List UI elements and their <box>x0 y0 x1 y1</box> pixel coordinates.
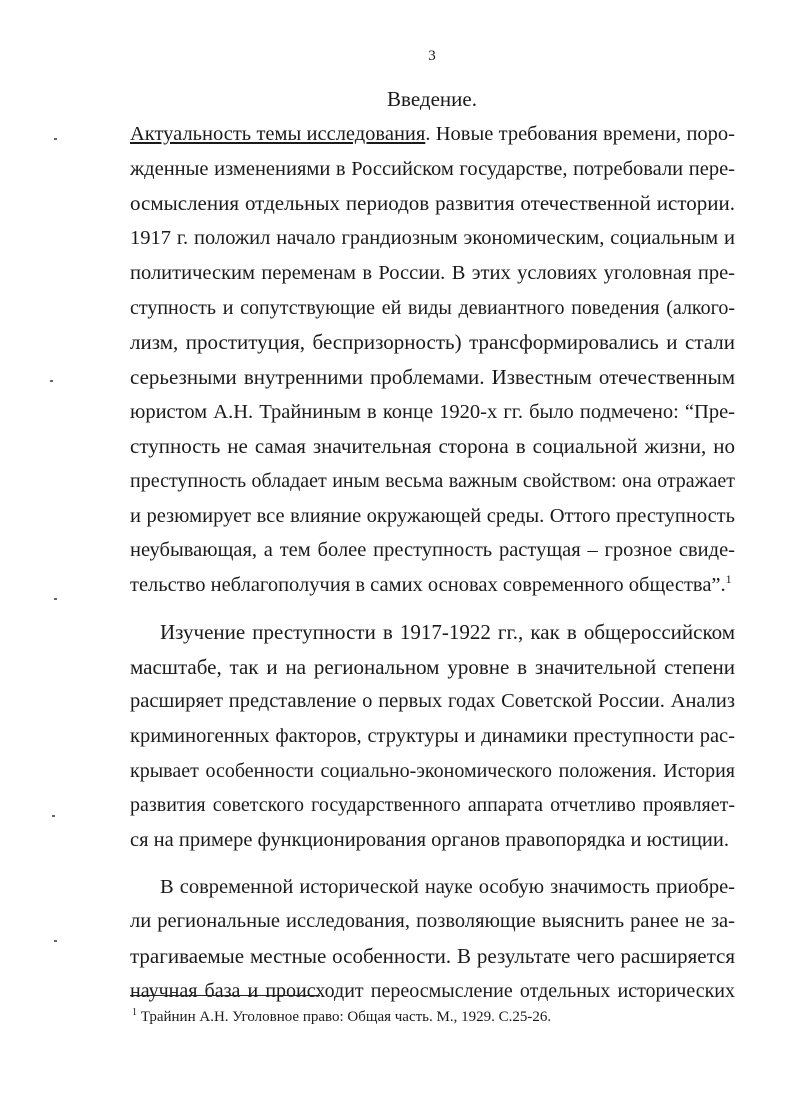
document-body <box>130 117 735 1009</box>
footnote <box>132 1009 551 1026</box>
section-lead: Актуальность темы исследования <box>130 123 426 145</box>
footnote-reference[interactable]: 1 <box>725 572 732 587</box>
paragraph-3 <box>130 870 735 1009</box>
text-line: ступность не самая значительная сторона в социальной жизни, но <box>130 434 735 459</box>
text-line: криминогенных факторов, структуры и динамики преступности рас- <box>130 724 735 747</box>
text-line: крывает особенности социально-экономического положения. История <box>130 759 735 782</box>
scan-speck <box>54 598 57 600</box>
text-line: преступность обладает иным весьма важным свойством: она отражает <box>130 470 735 493</box>
text-fragment: тельство неблагополучия в самих основах современного общества”. <box>130 574 726 597</box>
text-line: ли региональные исследования, позволяющие выяснить ранее не за- <box>130 910 735 933</box>
footnote-text: Трайнин А.Н. Уголовное право: Общая часть. М., 1929. С.25-26. <box>137 1009 552 1025</box>
paragraph-1 <box>130 117 735 603</box>
text-line: осмысления отдельных периодов развития отечественной истории. <box>130 191 735 216</box>
text-fragment: . Новые требования времени, поро- <box>425 123 735 145</box>
text-line <box>130 117 735 152</box>
text-line: трагиваемые местные особенности. В результате чего расширяется <box>130 944 735 969</box>
footnote-mark: 1 <box>132 1007 137 1018</box>
footnote-separator <box>130 995 320 996</box>
scan-speck <box>54 940 57 942</box>
text-line: 1917 г. положил начало грандиозным экономическим, социальным и <box>130 227 735 250</box>
scan-speck <box>52 815 55 817</box>
text-line: развития советского государственного аппарата отчетливо проявляет- <box>130 794 735 817</box>
page-number: 3 <box>428 48 436 64</box>
text-line: ступность и сопутствующие ей виды девиантного поведения (алкого- <box>130 296 735 319</box>
text-line: неубывающая, а тем более преступность растущая – грозное свиде- <box>130 539 735 562</box>
text-line: ся на примере функционирования органов правопорядка и юстиции. <box>130 829 729 852</box>
page-heading: Введение. <box>387 87 477 111</box>
text-line: В современной исторической науке особую значимость приобре- <box>160 875 735 898</box>
text-line: юристом А.Н. Трайниным в конце 1920-х гг. было подмечено: “Пре- <box>130 400 735 423</box>
text-line: Изучение преступности в 1917-1922 гг., как в общероссийском <box>160 619 735 644</box>
text-line <box>130 568 735 603</box>
text-line: жденные изменениями в Российском государстве, потребовали пере- <box>130 157 735 180</box>
scan-speck <box>50 380 53 382</box>
text-line: научная база и происходит переосмысление отдельных исторических <box>130 979 735 1002</box>
text-line: лизм, проституция, беспризорность) трансформировались и стали <box>130 330 735 355</box>
text-line: масштабе, так и на региональном уровне в значительной степени <box>130 654 735 679</box>
text-line: серьезными внутренними проблемами. Известным отечественным <box>130 364 735 389</box>
paragraph-2 <box>130 615 735 858</box>
scan-speck <box>54 138 57 140</box>
text-line: политическим переменам в России. В этих условиях уголовная пре- <box>130 261 735 284</box>
text-line: расширяет представление о первых годах Советской России. Анализ <box>130 690 735 713</box>
text-line: и резюмирует все влияние окружающей среды. Оттого преступность <box>130 504 735 527</box>
